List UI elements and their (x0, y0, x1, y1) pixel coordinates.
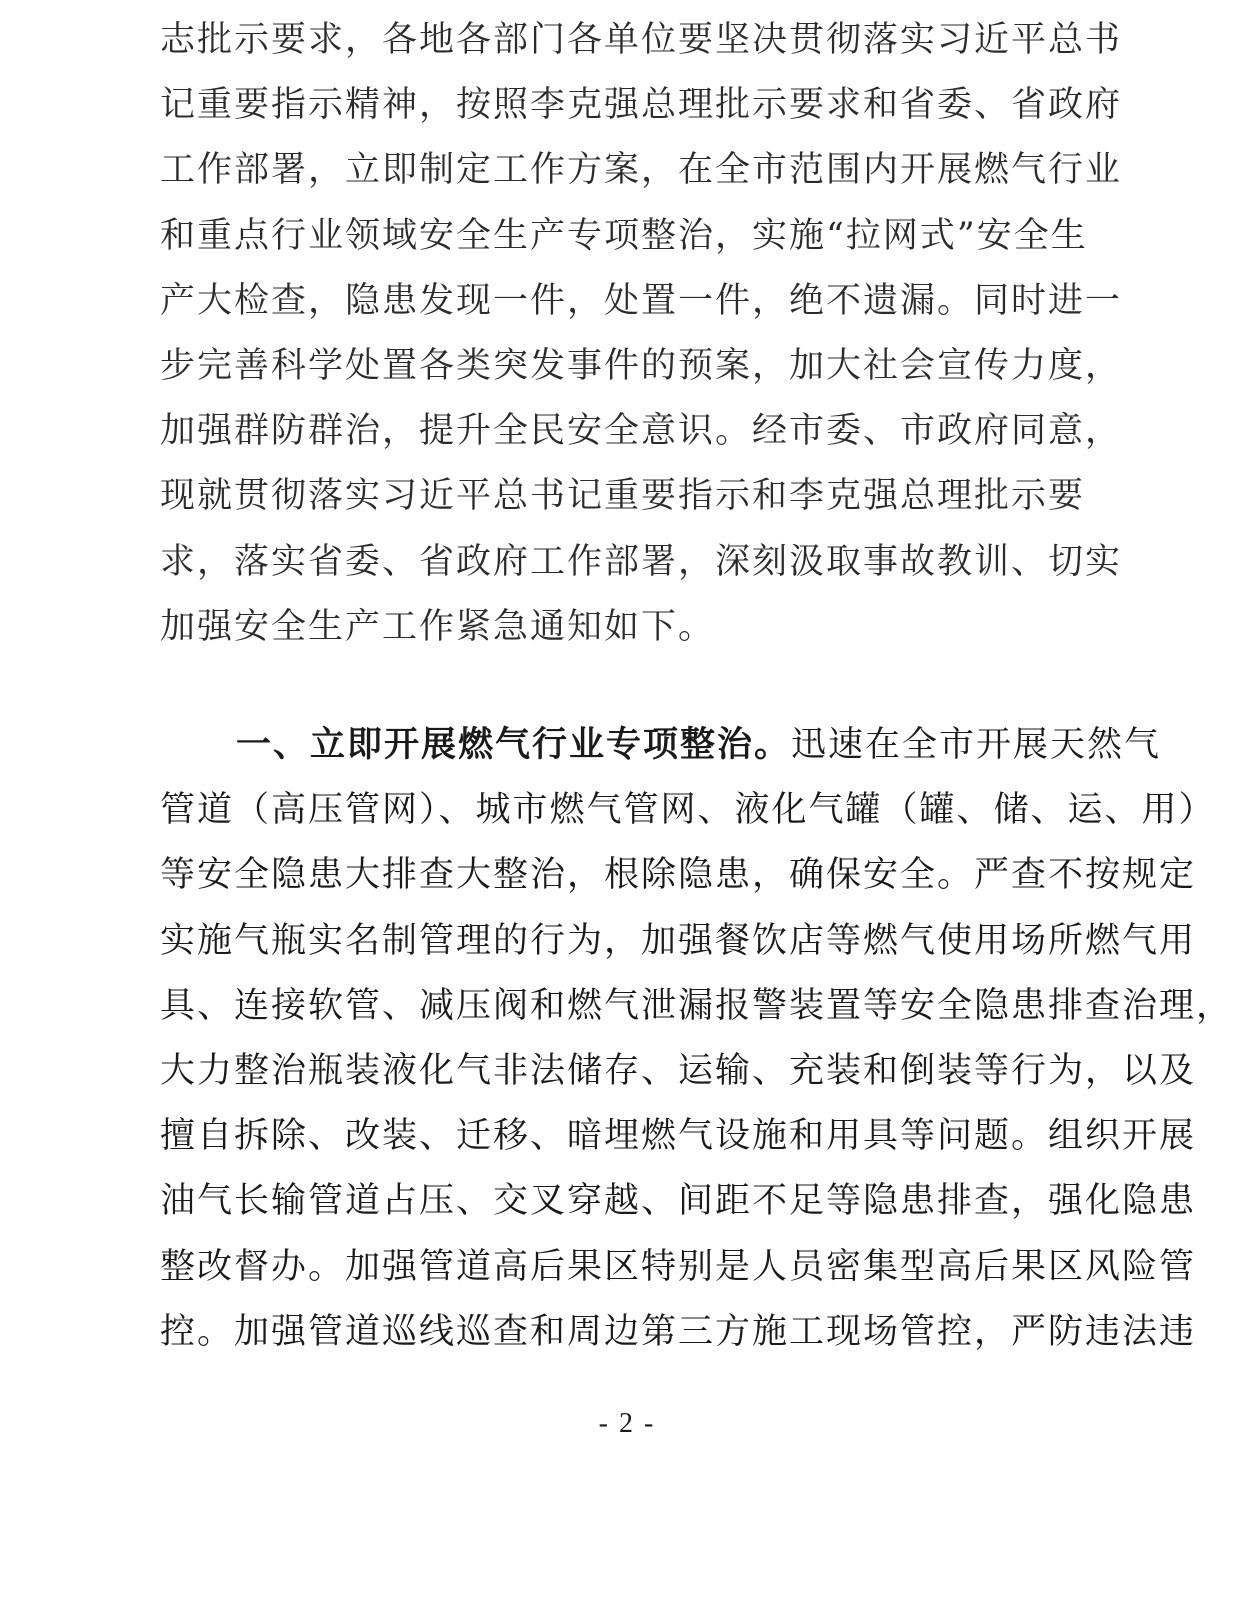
text-line: 油气长输管道占压、交叉穿越、间距不足等隐患排查，强化隐患 (160, 1181, 1197, 1222)
text-line: 求，落实省委、省政府工作部署，深刻汲取事故教训、切实 (160, 541, 1123, 582)
text-line: 整改督办。加强管道高后果区特别是人员密集型高后果区风险管 (160, 1246, 1197, 1287)
text-line: 等安全隐患大排查大整治，根除隐患，确保安全。严查不按规定 (160, 855, 1197, 896)
text-line: 志批示要求，各地各部门各单位要坚决贯彻落实习近平总书 (160, 20, 1123, 60)
text-line: 和重点行业领域安全生产专项整治，实施“拉网式”安全生 (160, 215, 1088, 256)
text-line: 加强安全生产工作紧急通知如下。 (160, 606, 716, 647)
text-line: 产大检查，隐患发现一件，处置一件，绝不遗漏。同时进一 (160, 280, 1123, 321)
text-line: 实施气瓶实名制管理的行为，加强餐饮店等燃气使用场所燃气用 (160, 920, 1197, 961)
text-line: 擅自拆除、改装、迁移、暗埋燃气设施和用具等问题。组织开展 (160, 1116, 1197, 1157)
text-line: 步完善科学处置各类突发事件的预案，加大社会宣传力度， (160, 345, 1123, 386)
text-line: 记重要指示精神，按照李克强总理批示要求和省委、省政府 (160, 85, 1123, 126)
section-first-line (160, 713, 1162, 778)
section-heading: 一、立即开展燃气行业专项整治。 (236, 725, 792, 765)
text-line: 加强群防群治，提升全民安全意识。经市委、市政府同意， (160, 411, 1123, 452)
section-one (160, 713, 1234, 1365)
text-line: 工作部署，立即制定工作方案，在全市范围内开展燃气行业 (160, 150, 1123, 191)
text-line: 大力整治瓶装液化气非法储存、运输、充装和倒装等行为，以及 (160, 1050, 1197, 1091)
text-line: 现就贯彻落实习近平总书记重要指示和李克强总理批示要 (160, 476, 1086, 517)
text-line: 管道（高压管网）、城市燃气管网、液化气罐（罐、储、运、用） (160, 790, 1216, 831)
paragraph-continuation (160, 8, 1123, 660)
text-line: 具、连接软管、减压阀和燃气泄漏报警装置等安全隐患排查治理， (160, 985, 1234, 1026)
section-first-line-text: 迅速在全市开展天然气 (791, 725, 1162, 765)
page-number: - 2 - (598, 1408, 656, 1439)
text-line: 控。加强管道巡线巡查和周边第三方施工现场管控，严防违法违 (160, 1311, 1197, 1352)
